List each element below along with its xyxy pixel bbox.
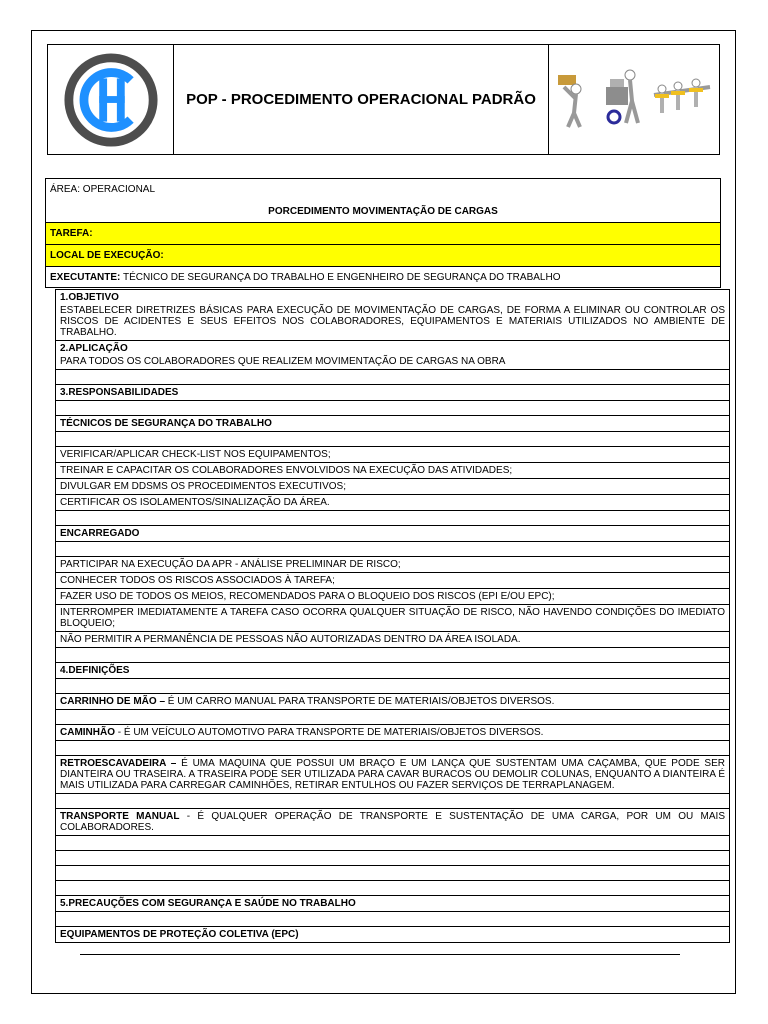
empty-row <box>56 401 729 416</box>
table-row <box>56 809 729 836</box>
local-label: LOCAL DE EXECUÇÃO: <box>50 250 164 261</box>
table-row <box>56 447 729 463</box>
row-text: ESTABELECER DIRETRIZES BÁSICAS PARA EXECUÇÃO DE MOVIMENTAÇÃO DE CARGAS, DE FORMA A ELIMINAR OU CONTROLAR OS RISCOS DE ACIDENTES E SEUS EFEITOS NOS COLABORADORES, EQUIPAMENTOS E MATERIAIS UTILIZADOS NO AMBIENTE DE TRABALHO. <box>60 305 725 338</box>
local-row <box>45 244 721 266</box>
procedure-info-table <box>45 178 721 288</box>
section-heading: 1.OBJETIVO <box>60 292 119 303</box>
row-text: TREINAR E CAPACITAR OS COLABORADORES ENVOLVIDOS NA EXECUÇÃO DAS ATIVIDADES; <box>60 465 513 476</box>
empty-row <box>56 741 729 756</box>
table-row <box>56 605 729 632</box>
row-text: É UM CARRO MANUAL PARA TRANSPORTE DE MATERIAIS/OBJETOS DIVERSOS. <box>165 696 555 707</box>
procedure-title: PORCEDIMENTO MOVIMENTAÇÃO DE CARGAS <box>268 205 498 217</box>
section-heading: ENCARREGADO <box>60 528 140 539</box>
row-text: CONHECER TODOS OS RISCOS ASSOCIADOS À TAREFA; <box>60 575 335 586</box>
definition-term: RETROESCAVADEIRA – <box>60 758 177 769</box>
page-title: POP - PROCEDIMENTO OPERACIONAL PADRÃO <box>174 45 549 154</box>
empty-row <box>56 836 729 851</box>
empty-row <box>56 866 729 881</box>
table-row <box>56 290 729 305</box>
definition-term: TRANSPORTE MANUAL <box>60 811 180 822</box>
row-text: PARA TODOS OS COLABORADORES QUE REALIZEM MOVIMENTAÇÃO DE CARGAS NA OBRA <box>60 356 506 367</box>
table-row <box>56 632 729 648</box>
table-row <box>56 526 729 542</box>
empty-row <box>56 881 729 896</box>
section-heading: TÉCNICOS DE SEGURANÇA DO TRABALHO <box>60 418 272 429</box>
company-logo-icon <box>62 51 160 149</box>
empty-row <box>56 851 729 866</box>
empty-row <box>56 794 729 809</box>
table-row <box>56 495 729 511</box>
document-header <box>47 44 720 155</box>
row-text: É UMA MAQUINA QUE POSSUI UM BRAÇO E UM LANÇA QUE SUSTENTAM UMA CAÇAMBA, QUE PODE SER DIANTEIRA OU TRASEIRA. A TRASEIRA PODE SER UTILIZADA PARA CAVAR BURACOS OU DEMOLIR COLUNAS, ENQUANTO A DIANTEIRA É MAIS UTILIZADA PARA CARREGAR CAMINHÕES, RETIRAR ENTULHOS OU FAZER SERVIÇOS DE TERRAPLANAGEM. <box>60 758 725 791</box>
empty-row <box>56 432 729 447</box>
section-heading: 4.DEFINIÇÕES <box>60 665 130 676</box>
empty-row <box>56 511 729 526</box>
table-row <box>56 725 729 741</box>
table-row <box>56 589 729 605</box>
row-text: PARTICIPAR NA EXECUÇÃO DA APR - ANÁLISE PRELIMINAR DE RISCO; <box>60 559 401 570</box>
table-row <box>56 896 729 912</box>
section-heading: 2.APLICAÇÃO <box>60 343 128 354</box>
workers-clipart-icon <box>554 65 714 135</box>
procedure-body-table <box>55 289 730 943</box>
empty-row <box>56 679 729 694</box>
procedure-title-row <box>45 200 721 222</box>
table-row <box>56 356 729 370</box>
area-label: ÁREA: OPERACIONAL <box>50 184 156 195</box>
tarefa-label: TAREFA: <box>50 228 93 239</box>
table-row <box>56 385 729 401</box>
definition-term: CARRINHO DE MÃO – <box>60 696 166 707</box>
logo-cell <box>48 45 174 154</box>
table-row <box>56 305 729 341</box>
definition-term: CAMINHÃO <box>60 727 115 738</box>
section-heading: EQUIPAMENTOS DE PROTEÇÃO COLETIVA (EPC) <box>60 929 299 940</box>
section-heading: 3.RESPONSABILIDADES <box>60 387 179 398</box>
row-text: NÃO PERMITIR A PERMANÊNCIA DE PESSOAS NÃO AUTORIZADAS DENTRO DA ÁREA ISOLADA. <box>60 634 521 645</box>
row-text: DIVULGAR EM DDSMS OS PROCEDIMENTOS EXECUTIVOS; <box>60 481 346 492</box>
empty-row <box>56 370 729 385</box>
row-text: FAZER USO DE TODOS OS MEIOS, RECOMENDADOS PARA O BLOQUEIO DOS RISCOS (EPI E/OU EPC); <box>60 591 555 602</box>
empty-row <box>56 912 729 927</box>
tarefa-row <box>45 222 721 244</box>
table-row <box>56 756 729 794</box>
empty-row <box>56 710 729 725</box>
clipart-cell <box>549 45 719 154</box>
table-row <box>56 341 729 356</box>
executante-label: EXECUTANTE: <box>50 271 121 283</box>
empty-row <box>56 542 729 557</box>
section-heading: 5.PRECAUÇÕES COM SEGURANÇA E SAÚDE NO TRABALHO <box>60 898 356 909</box>
footer-rule <box>80 954 680 955</box>
empty-row <box>56 648 729 663</box>
row-text: INTERROMPER IMEDIATAMENTE A TAREFA CASO OCORRA QUALQUER SITUAÇÃO DE RISCO, NÃO HAVENDO CONDIÇÕES DO IMEDIATO BLOQUEIO; <box>60 607 725 629</box>
row-text: CERTIFICAR OS ISOLAMENTOS/SINALIZAÇÃO DA ÁREA. <box>60 497 330 508</box>
area-row <box>45 178 721 200</box>
row-text: - É UM VEÍCULO AUTOMOTIVO PARA TRANSPORTE DE MATERIAIS/OBJETOS DIVERSOS. <box>115 727 544 738</box>
executante-value: TÉCNICO DE SEGURANÇA DO TRABALHO E ENGENHEIRO DE SEGURANÇA DO TRABALHO <box>120 271 561 283</box>
table-row <box>56 479 729 495</box>
table-row <box>56 663 729 679</box>
table-row <box>56 694 729 710</box>
table-row <box>56 463 729 479</box>
row-text: - É QUALQUER OPERAÇÃO DE TRANSPORTE E SUSTENTAÇÃO DE UMA CARGA, POR UM OU MAIS COLABORADORES. <box>60 811 726 833</box>
table-row <box>56 927 729 942</box>
table-row <box>56 416 729 432</box>
row-text: VERIFICAR/APLICAR CHECK-LIST NOS EQUIPAMENTOS; <box>60 449 331 460</box>
table-row <box>56 573 729 589</box>
executante-row <box>45 266 721 288</box>
table-row <box>56 557 729 573</box>
